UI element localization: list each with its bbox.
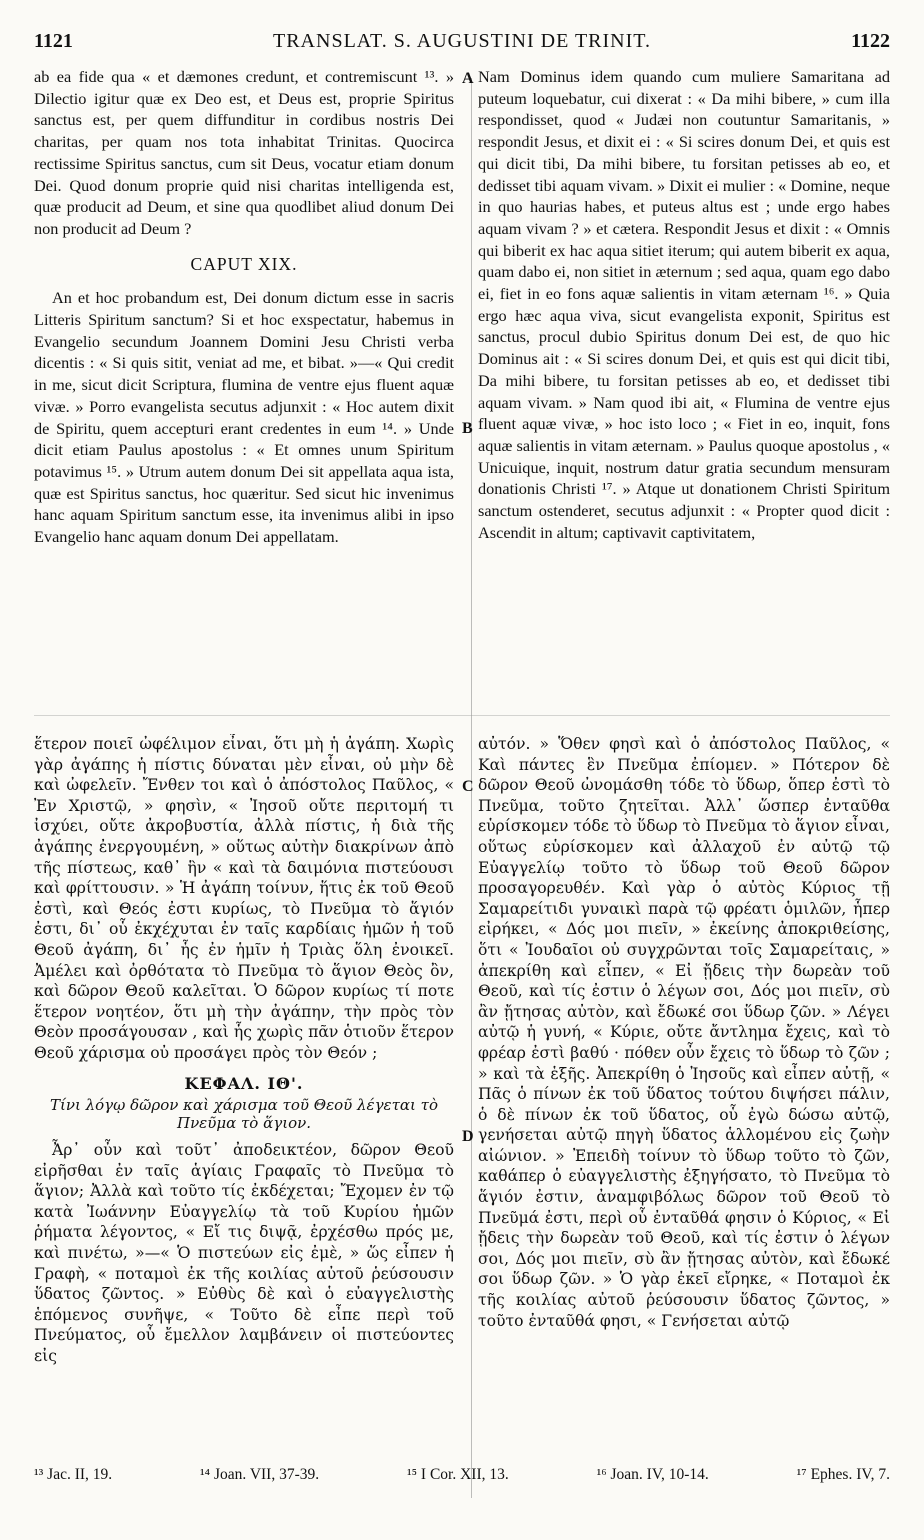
section-divider: [34, 715, 890, 716]
greek-paragraph: ἕτερον ποιεῖ ὠφέλιμον εἶναι, ὅτι μὴ ἡ ἀγάπη. Χωρὶς γὰρ ἀγάπης ἡ πίστις δύναται μὲν εἶναι, οὐ μὴν δὲ καὶ ὠφελεῖν. Ἔνθεν τοι καὶ ὁ ἀπόστολος Παῦλος, « Ἐν Χριστῷ, » φησὶν, « Ἰησοῦ οὔτε περιτομή τι ἰσχύει, οὔτε ἀκροβυστία, ἀλλὰ πίστις, ἡ διὰ τῆς ἀγάπης ἐνεργουμένη, » οὕτως αὐτὴν διακρίνων ἀπὸ τῆς πίστεως, καθ᾽ ἣν « καὶ τὰ δαιμόνια πιστεύουσι καὶ φρίττουσιν. » Ἡ ἀγάπη τοίνυν, ἥτις ἐκ τοῦ Θεοῦ ἐστὶ, καὶ Θεός ἐστι κυρίως, τὸ Πνεῦμα τὸ ἅγιόν ἐστι, δι᾽ οὗ ἐκχέχυται ἐν ταῖς καρδίαις ἡμῶν ἡ τοῦ Θεοῦ ἀγάπη, δι᾽ ἧς ἐν ἡμῖν ἡ Τριὰς ὅλη ἐνοικεῖ. Ἀμέλει καὶ ὀρθότατα τὸ Πνεῦμα τὸ ἅγιον Θεὸς ὂν, καὶ δῶρον Θεοῦ καλεῖται. Ὁ δῶρον κυρίως τί ποτε ἕτερον νοητέον, ὅτι μὴ τὴν ἀγάπην, τὴν πρὸς τὸν Θεὸν προσάγουσαν , καὶ ἧς χωρὶς πᾶν ὁτιοῦν ἕτερον Θεοῦ χάρισμα οὐ προσάγει πρὸς τὸν Θεόν ;: [34, 735, 454, 1062]
footnote: ¹⁶ Joan. IV, 10-14.: [596, 1466, 709, 1483]
footnote: ¹⁵ I Cor. XII, 13.: [406, 1466, 509, 1483]
greek-paragraph: αὐτόν. » Ὅθεν φησὶ καὶ ὁ ἀπόστολος Παῦλος, « Καὶ πάντες ἓν Πνεῦμα ἐπίομεν. » Πότερον δὲ δῶρον Θεοῦ ὠνομάσθη τόδε τὸ ὕδωρ, ὅπερ ἐστὶ τὸ Πνεῦμα, τοῦτο ζητεῖται. Ἀλλ᾽ ὥσπερ ἐνταῦθα εὑρίσκομεν τόδε τὸ ὕδωρ τὸ Πνεῦμα τὸ ἅγιον εἶναι, οὕτως εὑρίσκομεν καὶ ἀλλαχοῦ ἐν αὐτῷ τῷ Εὐαγγελίῳ τοῦτο τὸ ὕδωρ τοῦ Θεοῦ δῶρον προσαγορευθέν. Καὶ γὰρ ὁ αὐτὸς Κύριος τῇ Σαμαρείτιδι γυναικὶ παρὰ τῷ φρέατι ὁμιλῶν, ἧπερ εἰρήκει, « Δός μοι πιεῖν, » ἐκείνης ἀποκριθείσης, ὅτι « Ἰουδαῖοι οὐ συγχρῶνται τοῖς Σαμαρείταις, » ἀπεκρίθη καὶ εἶπεν, « Εἰ ᾔδεις τὴν δωρεὰν τοῦ Θεοῦ, καὶ τίς ἐστιν ὁ λέγων σοι, Δός μοι πιεῖν, σὺ ἂν ᾔτησας αὐτὸν, καὶ ἔδωκέ σοι ὕδωρ ζῶν. » Λέγει αὐτῷ ἡ γυνή, « Κύριε, οὔτε ἄντλημα ἔχεις, καὶ τὸ φρέαρ ἐστὶ βαθύ · πόθεν οὖν ἔχεις τὸ ὕδωρ τὸ ζῶν ; » καὶ τὰ ἑξῆς. Ἀπεκρίθη ὁ Ἰησοῦς καὶ εἶπεν αὐτῇ, « Πᾶς ὁ πίνων ἐκ τοῦ ὕδατος τούτου διψήσει πάλιν, ὁ δὲ πίνων ἐκ τοῦ ὕδατος, οὗ ἐγὼ δώσω αὐτῷ, γενήσεται αὐτῷ πηγὴ ὕδατος ἁλλομένου εἰς ζωὴν αἰώνιον. » Ἐπειδὴ τοίνυν τὸ ὕδωρ τοῦτο τὸ ζῶν, καθάπερ ὁ εὐαγγελιστὴς ἐξηγήσατο, τὸ Πνεῦμα τὸ ἅγιόν ἐστιν, ἀναμφιβόλως δῶρον τοῦ Θεοῦ τὸ Πνεῦμά ἐστι, περὶ οὗ ἐνταῦθά φησιν ὁ Κύριος, « Εἰ ᾔδεις τὴν δωρεὰν τοῦ Θεοῦ, καὶ τίς ἐστιν ὁ λέγων σοι, Δός μοι πιεῖν, σὺ ἂν ᾔτησας αὐτὸν, καὶ ἔδωκέ σοι ὕδωρ ζῶν. » Ὁ γὰρ ἐκεῖ εἴρηκε, « Ποταμοὶ ἐκ τῆς κοιλίας αὐτοῦ ῥεύσουσιν ὕδατος ζῶντος, » τοῦτο ἐνταῦθά φησι, « Γενήσεται αὐτῷ: [478, 735, 890, 1330]
greek-right-column: [478, 734, 890, 1452]
greek-left-column: [34, 734, 454, 1452]
latin-paragraph: An et hoc probandum est, Dei donum dictum esse in sacris Litteris Spiritum sanctum? Si et hoc exspectatur, habemus in Evangelio secundum Joannem Domini Jesu Christi verba dicentis : « Si quis sitit, veniat ad me, et bibat. »—« Qui credit in me, sicut dicit Scriptura, flumina de ventre ejus fluent aquæ vivæ. » Porro evangelista secutus adjunxit : « Hoc autem dixit de Spiritu, quem accepturi erant credentes in eum ¹⁴. » Unde dicit etiam Paulus apostolus : « Et omnes unum Spiritum potavimus ¹⁵. » Utrum autem donum Dei sit appellata aqua ista, quæ est Spiritus sanctus, hoc quæritur. Sed sicut hic invenimus hanc aquam Spiritum sanctum esse, ita invenimus alibi in ipso Evangelio hanc aquam donum Dei appellatam.: [34, 288, 454, 547]
chapter-subtitle-greek: Τίνι λόγῳ δῶρον καὶ χάρισμα τοῦ Θεοῦ λέγεται τὸ Πνεῦμα τὸ ἅγιον.: [49, 1096, 439, 1133]
footnote: ¹⁷ Ephes. IV, 7.: [796, 1466, 890, 1483]
margin-letter-a: A: [462, 70, 474, 87]
footnote: ¹⁴ Joan. VII, 37-39.: [200, 1466, 320, 1483]
footnote: ¹³ Jac. II, 19.: [34, 1466, 113, 1483]
running-header: [34, 30, 890, 60]
page-number-right: 1122: [851, 30, 890, 52]
latin-paragraph: Nam Dominus idem quando cum muliere Samaritana ad puteum loquebatur, cui dixerat : « Da mihi bibere, » cum illa respondisset, quod « Judæi non coutuntur Samaritanis, » respondit Jesus, et dixit ei : « Si scires donum Dei, et quis est qui dicit tibi, Da mihi bibere, tu forsitan petisses ab eo, et dedisset tibi aquam vivam. » Dixit ei mulier : « Domine, neque in quo haurias habes, et puteus altus est ; unde ergo habes aquam vivam ? » et cætera. Respondit Jesus et dixit : « Omnis qui biberit ex hac aqua sitiet iterum; qui autem biberit ex aqua, quam dabo ei, non sitiet in æternum ; sed aqua, quam ego dabo ei, fiet in eo fons aquæ salientis in vitam æternam ¹⁶. » Quia ergo hæc aqua viva, sicut evangelista exponit, Spiritus est sanctus, procul dubio Spiritus donum Dei est, de quo hic Dominus ait : « Si scires donum Dei, et quis est qui dicit tibi, Da mihi bibere, tu forsitan petisses ab eo, et dedisset tibi aquam vivam. » Nam quod ibi ait, « Flumina de ventre ejus fluent aquæ vivæ, » hoc isto loco ; « Fiet in eo, inquit, fons aquæ salientis in vitam æternam. » Paulus quoque apostolus , « Unicuique, inquit, nostrum datur gratia secundum mensuram donationis Christi ¹⁷. » Atque ut donationem Christi Spiritum sanctum ostenderet, secutus adjunxit : « Propter quod dicit : Ascendit in altum; captivavit captivitatem,: [478, 67, 890, 542]
latin-paragraph: ab ea fide qua « et dæmones credunt, et contremiscunt ¹³. » Dilectio igitur quæ ex Deo est, et Deus est, proprie Spiritus sanctus est, per quem diffunditur in cordibus nostris Dei charitas, per quam nos tota inhabitat Trinitas. Quocirca rectissime Spiritus sanctus, cum sit Deus, vocatur etiam donum Dei. Quod donum proprie quid nisi charitas intelligenda est, quæ producit ad Deum, et sine qua quodlibet aliud donum Dei non producit ad Deum ?: [34, 67, 454, 238]
footnotes: [34, 1466, 890, 1484]
margin-letter-d: D: [462, 1128, 474, 1145]
greek-paragraph: Ἆρ᾽ οὖν καὶ τοῦτ᾽ ἀποδεικτέον, δῶρον Θεοῦ εἰρῆσθαι ἐν ταῖς ἁγίαις Γραφαῖς τὸ Πνεῦμα τὸ ἅγιον; Ἀλλὰ καὶ τοῦτο τίς ἐκδέχεται; Ἔχομεν ἐν τῷ κατὰ Ἰωάννην Εὐαγγελίῳ τὰ τοῦ Κυρίου ἡμῶν ῥήματα λέγοντος, « Εἴ τις διψᾷ, ἐρχέσθω πρός με, καὶ πινέτω, »—« Ὁ πιστεύων εἰς ἐμὲ, » ὥς εἶπεν ἡ Γραφὴ, « ποταμοὶ ἐκ τῆς κοιλίας αὐτοῦ ῥεύσουσιν ὕδατος ζῶντος. » Εὐθὺς δὲ καὶ ὁ εὐαγγελιστὴς ἑπόμενος συνῆψε, « Τοῦτο δὲ εἶπε περὶ τοῦ Πνεύματος, οὗ ἔμελλον λαμβάνειν οἱ πιστεύοντες εἰς: [34, 1141, 454, 1366]
chapter-heading-latin: CAPUT XIX.: [190, 253, 298, 274]
margin-letter-c: C: [462, 778, 474, 795]
chapter-heading-greek: ΚΕΦΑΛ. ΙΘ'.: [184, 1073, 304, 1093]
running-title: TRANSLAT. S. AUGUSTINI DE TRINIT.: [273, 30, 651, 52]
latin-left-column: [34, 66, 454, 712]
latin-right-column: [478, 66, 890, 712]
margin-letter-b: B: [462, 420, 473, 437]
page-number-left: 1121: [34, 30, 73, 52]
